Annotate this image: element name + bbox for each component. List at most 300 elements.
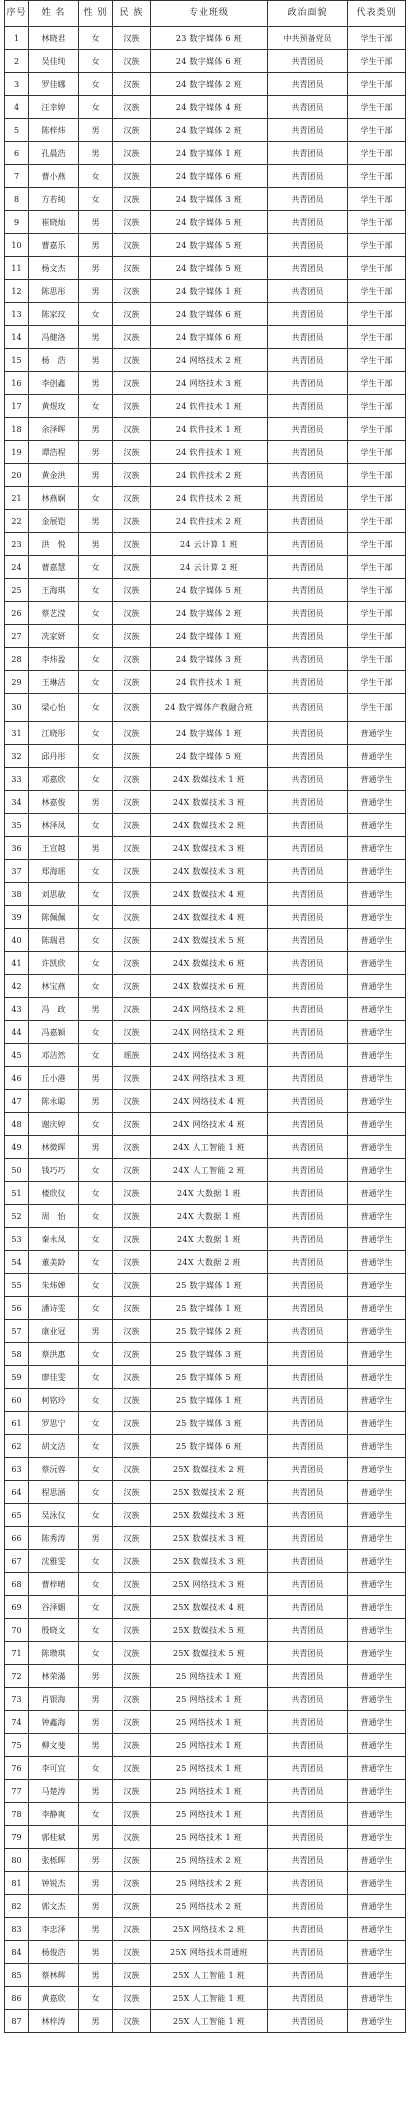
cell-gender: 男 xyxy=(79,441,113,464)
cell-political-status: 共青团员 xyxy=(268,906,348,929)
cell-class: 25X 人工智能 1 班 xyxy=(151,1964,268,1987)
cell-gender: 女 xyxy=(79,1435,113,1458)
table-row xyxy=(5,929,406,952)
cell-gender: 男 xyxy=(79,1918,113,1941)
cell-category: 学生干部 xyxy=(348,27,406,50)
cell-name: 蔡林辉 xyxy=(29,1964,79,1987)
table-row xyxy=(5,1435,406,1458)
table-row xyxy=(5,1205,406,1228)
cell-class: 25X 人工智能 1 班 xyxy=(151,2010,268,2033)
cell-name: 郑海瑶 xyxy=(29,860,79,883)
cell-ethnicity: 汉族 xyxy=(113,1527,151,1550)
cell-name: 刘思敏 xyxy=(29,883,79,906)
cell-name: 冯健洛 xyxy=(29,326,79,349)
cell-name: 汪幸婷 xyxy=(29,96,79,119)
cell-gender: 男 xyxy=(79,533,113,556)
cell-gender: 女 xyxy=(79,1366,113,1389)
cell-ethnicity: 汉族 xyxy=(113,1435,151,1458)
cell-political-status: 共青团员 xyxy=(268,1205,348,1228)
cell-political-status: 共青团员 xyxy=(268,791,348,814)
cell-index: 42 xyxy=(5,975,29,998)
cell-class: 24 网络技术 3 班 xyxy=(151,372,268,395)
cell-political-status: 共青团员 xyxy=(268,1780,348,1803)
header-name: 姓 名 xyxy=(29,1,79,27)
cell-ethnicity: 汉族 xyxy=(113,234,151,257)
cell-gender: 男 xyxy=(79,1964,113,1987)
cell-name: 江晓彤 xyxy=(29,722,79,745)
cell-category: 普通学生 xyxy=(348,883,406,906)
cell-category: 普通学生 xyxy=(348,1527,406,1550)
cell-index: 8 xyxy=(5,188,29,211)
cell-class: 25X 数媒技术 3 班 xyxy=(151,1527,268,1550)
cell-ethnicity: 汉族 xyxy=(113,96,151,119)
cell-index: 59 xyxy=(5,1366,29,1389)
cell-name: 林泽凤 xyxy=(29,814,79,837)
cell-name: 林晓君 xyxy=(29,27,79,50)
cell-political-status: 共青团员 xyxy=(268,441,348,464)
cell-gender: 男 xyxy=(79,418,113,441)
cell-category: 普通学生 xyxy=(348,1964,406,1987)
cell-gender: 女 xyxy=(79,1297,113,1320)
cell-class: 24 数字媒体 1 班 xyxy=(151,280,268,303)
table-row xyxy=(5,860,406,883)
cell-class: 24 数字媒体 1 班 xyxy=(151,142,268,165)
cell-category: 普通学生 xyxy=(348,1389,406,1412)
cell-index: 70 xyxy=(5,1619,29,1642)
cell-gender: 男 xyxy=(79,280,113,303)
cell-category: 普通学生 xyxy=(348,1044,406,1067)
cell-gender: 女 xyxy=(79,395,113,418)
cell-gender: 女 xyxy=(79,1159,113,1182)
cell-ethnicity: 汉族 xyxy=(113,1366,151,1389)
cell-index: 5 xyxy=(5,119,29,142)
cell-gender: 女 xyxy=(79,1274,113,1297)
cell-political-status: 共青团员 xyxy=(268,280,348,303)
cell-index: 29 xyxy=(5,671,29,694)
cell-gender: 男 xyxy=(79,1872,113,1895)
cell-category: 学生干部 xyxy=(348,349,406,372)
cell-index: 77 xyxy=(5,1780,29,1803)
cell-ethnicity: 汉族 xyxy=(113,1343,151,1366)
cell-ethnicity: 汉族 xyxy=(113,50,151,73)
table-row xyxy=(5,1412,406,1435)
cell-political-status: 共青团员 xyxy=(268,1366,348,1389)
cell-name: 陈瓒琪 xyxy=(29,1642,79,1665)
cell-category: 普通学生 xyxy=(348,814,406,837)
table-row xyxy=(5,1320,406,1343)
cell-category: 学生干部 xyxy=(348,165,406,188)
cell-class: 25 数字媒体 2 班 xyxy=(151,1320,268,1343)
cell-ethnicity: 汉族 xyxy=(113,768,151,791)
cell-name: 谭浩程 xyxy=(29,441,79,464)
cell-political-status: 共青团员 xyxy=(268,1159,348,1182)
cell-ethnicity: 汉族 xyxy=(113,1849,151,1872)
cell-ethnicity: 汉族 xyxy=(113,211,151,234)
cell-class: 25 数字媒体 5 班 xyxy=(151,1366,268,1389)
cell-ethnicity: 汉族 xyxy=(113,27,151,50)
cell-index: 26 xyxy=(5,602,29,625)
cell-index: 57 xyxy=(5,1320,29,1343)
cell-name: 郭桂斌 xyxy=(29,1826,79,1849)
cell-gender: 男 xyxy=(79,211,113,234)
cell-class: 24X 大数据 1 班 xyxy=(151,1228,268,1251)
cell-ethnicity: 汉族 xyxy=(113,791,151,814)
cell-category: 普通学生 xyxy=(348,1757,406,1780)
cell-ethnicity: 汉族 xyxy=(113,1504,151,1527)
cell-class: 24X 数媒技术 6 班 xyxy=(151,975,268,998)
cell-name: 柯铭玲 xyxy=(29,1389,79,1412)
cell-ethnicity: 汉族 xyxy=(113,257,151,280)
cell-class: 25 数字媒体 3 班 xyxy=(151,1343,268,1366)
cell-index: 16 xyxy=(5,372,29,395)
cell-political-status: 共青团员 xyxy=(268,952,348,975)
cell-political-status: 共青团员 xyxy=(268,464,348,487)
cell-political-status: 共青团员 xyxy=(268,165,348,188)
cell-ethnicity: 汉族 xyxy=(113,1780,151,1803)
cell-class: 24 数字媒体 1 班 xyxy=(151,722,268,745)
table-row xyxy=(5,1228,406,1251)
cell-name: 廖佳雯 xyxy=(29,1366,79,1389)
cell-name: 杨俊浩 xyxy=(29,1941,79,1964)
cell-gender: 女 xyxy=(79,1481,113,1504)
cell-political-status: 共青团员 xyxy=(268,1803,348,1826)
cell-ethnicity: 汉族 xyxy=(113,1550,151,1573)
cell-name: 曹嘉乐 xyxy=(29,234,79,257)
cell-index: 11 xyxy=(5,257,29,280)
table-row xyxy=(5,326,406,349)
cell-class: 25X 网络技术 2 班 xyxy=(151,1918,268,1941)
cell-gender: 男 xyxy=(79,510,113,533)
cell-category: 学生干部 xyxy=(348,257,406,280)
cell-gender: 女 xyxy=(79,814,113,837)
cell-category: 普通学生 xyxy=(348,1918,406,1941)
cell-class: 25X 数媒技术 2 班 xyxy=(151,1481,268,1504)
cell-political-status: 共青团员 xyxy=(268,768,348,791)
cell-ethnicity: 汉族 xyxy=(113,1481,151,1504)
cell-gender: 女 xyxy=(79,1205,113,1228)
cell-gender: 男 xyxy=(79,1941,113,1964)
table-row xyxy=(5,165,406,188)
cell-political-status: 共青团员 xyxy=(268,602,348,625)
cell-name: 陈思彤 xyxy=(29,280,79,303)
cell-ethnicity: 汉族 xyxy=(113,1458,151,1481)
cell-category: 普通学生 xyxy=(348,1481,406,1504)
table-row xyxy=(5,1044,406,1067)
cell-index: 67 xyxy=(5,1550,29,1573)
cell-ethnicity: 汉族 xyxy=(113,837,151,860)
table-row xyxy=(5,1527,406,1550)
table-row xyxy=(5,791,406,814)
cell-gender: 女 xyxy=(79,1044,113,1067)
cell-ethnicity: 汉族 xyxy=(113,1987,151,2010)
cell-index: 84 xyxy=(5,1941,29,1964)
cell-class: 24 数字媒体 1 班 xyxy=(151,625,268,648)
cell-class: 24 软件技术 2 班 xyxy=(151,487,268,510)
cell-category: 普通学生 xyxy=(348,1550,406,1573)
cell-class: 24X 网络技术 2 班 xyxy=(151,998,268,1021)
table-row xyxy=(5,1849,406,1872)
cell-political-status: 共青团员 xyxy=(268,814,348,837)
cell-gender: 女 xyxy=(79,671,113,694)
cell-index: 39 xyxy=(5,906,29,929)
cell-category: 普通学生 xyxy=(348,998,406,1021)
table-row xyxy=(5,1757,406,1780)
cell-class: 24X 数媒技术 5 班 xyxy=(151,929,268,952)
cell-political-status: 共青团员 xyxy=(268,929,348,952)
cell-name: 李忠泽 xyxy=(29,1918,79,1941)
cell-index: 30 xyxy=(5,694,29,722)
cell-gender: 女 xyxy=(79,96,113,119)
cell-category: 普通学生 xyxy=(348,1297,406,1320)
cell-index: 7 xyxy=(5,165,29,188)
cell-category: 普通学生 xyxy=(348,1895,406,1918)
cell-ethnicity: 汉族 xyxy=(113,2010,151,2033)
cell-political-status: 共青团员 xyxy=(268,1895,348,1918)
cell-ethnicity: 汉族 xyxy=(113,1136,151,1159)
cell-index: 87 xyxy=(5,2010,29,2033)
cell-gender: 女 xyxy=(79,722,113,745)
header-gender: 性 别 xyxy=(79,1,113,27)
cell-ethnicity: 汉族 xyxy=(113,1090,151,1113)
cell-political-status: 共青团员 xyxy=(268,694,348,722)
cell-gender: 女 xyxy=(79,73,113,96)
cell-political-status: 共青团员 xyxy=(268,50,348,73)
cell-gender: 男 xyxy=(79,2010,113,2033)
cell-political-status: 共青团员 xyxy=(268,73,348,96)
cell-political-status: 共青团员 xyxy=(268,487,348,510)
cell-class: 25 数字媒体 1 班 xyxy=(151,1297,268,1320)
cell-gender: 男 xyxy=(79,1826,113,1849)
table-row xyxy=(5,998,406,1021)
cell-class: 25 网络技术 2 班 xyxy=(151,1849,268,1872)
table-row xyxy=(5,1389,406,1412)
cell-ethnicity: 汉族 xyxy=(113,1688,151,1711)
cell-name: 陈秀涛 xyxy=(29,1527,79,1550)
cell-category: 普通学生 xyxy=(348,791,406,814)
cell-ethnicity: 汉族 xyxy=(113,722,151,745)
cell-name: 郭文杰 xyxy=(29,1895,79,1918)
cell-gender: 女 xyxy=(79,768,113,791)
cell-category: 普通学生 xyxy=(348,1688,406,1711)
table-row xyxy=(5,625,406,648)
cell-class: 24X 数媒技术 2 班 xyxy=(151,814,268,837)
cell-name: 李炜盈 xyxy=(29,648,79,671)
cell-name: 冯嘉颖 xyxy=(29,1021,79,1044)
cell-category: 学生干部 xyxy=(348,441,406,464)
cell-name: 蔡沅蓉 xyxy=(29,1458,79,1481)
cell-political-status: 共青团员 xyxy=(268,1734,348,1757)
cell-index: 31 xyxy=(5,722,29,745)
cell-political-status: 共青团员 xyxy=(268,648,348,671)
cell-index: 10 xyxy=(5,234,29,257)
cell-category: 学生干部 xyxy=(348,188,406,211)
cell-ethnicity: 汉族 xyxy=(113,860,151,883)
cell-political-status: 共青团员 xyxy=(268,211,348,234)
cell-category: 学生干部 xyxy=(348,510,406,533)
cell-category: 学生干部 xyxy=(348,464,406,487)
cell-index: 28 xyxy=(5,648,29,671)
cell-gender: 女 xyxy=(79,27,113,50)
cell-category: 普通学生 xyxy=(348,1021,406,1044)
cell-ethnicity: 汉族 xyxy=(113,1573,151,1596)
cell-class: 25 网络技术 1 班 xyxy=(151,1826,268,1849)
cell-index: 62 xyxy=(5,1435,29,1458)
cell-index: 60 xyxy=(5,1389,29,1412)
cell-ethnicity: 汉族 xyxy=(113,1297,151,1320)
cell-class: 25 网络技术 1 班 xyxy=(151,1780,268,1803)
table-row xyxy=(5,211,406,234)
cell-political-status: 共青团员 xyxy=(268,745,348,768)
cell-class: 24X 数媒技术 6 班 xyxy=(151,952,268,975)
table-row xyxy=(5,906,406,929)
table-row xyxy=(5,96,406,119)
cell-index: 50 xyxy=(5,1159,29,1182)
cell-political-status: 共青团员 xyxy=(268,418,348,441)
table-row xyxy=(5,119,406,142)
cell-class: 25 网络技术 1 班 xyxy=(151,1757,268,1780)
cell-political-status: 共青团员 xyxy=(268,860,348,883)
cell-category: 学生干部 xyxy=(348,395,406,418)
cell-index: 14 xyxy=(5,326,29,349)
cell-gender: 男 xyxy=(79,1527,113,1550)
cell-class: 25X 数媒技术 5 班 xyxy=(151,1619,268,1642)
cell-index: 51 xyxy=(5,1182,29,1205)
cell-gender: 男 xyxy=(79,326,113,349)
cell-gender: 女 xyxy=(79,648,113,671)
cell-name: 殷晓文 xyxy=(29,1619,79,1642)
cell-category: 学生干部 xyxy=(348,602,406,625)
cell-index: 53 xyxy=(5,1228,29,1251)
cell-class: 25X 数媒技术 3 班 xyxy=(151,1550,268,1573)
cell-index: 17 xyxy=(5,395,29,418)
cell-index: 64 xyxy=(5,1481,29,1504)
table-row xyxy=(5,533,406,556)
cell-political-status: 共青团员 xyxy=(268,533,348,556)
cell-class: 24X 大数据 2 班 xyxy=(151,1251,268,1274)
cell-name: 王琳洁 xyxy=(29,671,79,694)
cell-class: 24 数字媒体产教融合班 xyxy=(151,694,268,722)
table-row xyxy=(5,975,406,998)
table-row xyxy=(5,234,406,257)
cell-political-status: 共青团员 xyxy=(268,1504,348,1527)
cell-gender: 男 xyxy=(79,1067,113,1090)
cell-class: 24X 网络技术 3 班 xyxy=(151,1044,268,1067)
cell-category: 普通学生 xyxy=(348,1159,406,1182)
cell-name: 董美龄 xyxy=(29,1251,79,1274)
table-row xyxy=(5,768,406,791)
cell-political-status: 共青团员 xyxy=(268,1711,348,1734)
cell-name: 谷泽媚 xyxy=(29,1596,79,1619)
cell-political-status: 共青团员 xyxy=(268,556,348,579)
cell-name: 林微晖 xyxy=(29,1136,79,1159)
cell-name: 梁心怡 xyxy=(29,694,79,722)
cell-gender: 女 xyxy=(79,929,113,952)
cell-index: 23 xyxy=(5,533,29,556)
cell-index: 81 xyxy=(5,1872,29,1895)
cell-ethnicity: 瑶族 xyxy=(113,1044,151,1067)
cell-gender: 男 xyxy=(79,234,113,257)
cell-index: 41 xyxy=(5,952,29,975)
cell-name: 邱丹彤 xyxy=(29,745,79,768)
cell-index: 9 xyxy=(5,211,29,234)
cell-name: 洪 悦 xyxy=(29,533,79,556)
table-row xyxy=(5,1136,406,1159)
cell-name: 秦永凤 xyxy=(29,1228,79,1251)
cell-name: 陈永聪 xyxy=(29,1090,79,1113)
cell-political-status: 共青团员 xyxy=(268,1619,348,1642)
cell-name: 方若純 xyxy=(29,188,79,211)
cell-index: 44 xyxy=(5,1021,29,1044)
cell-ethnicity: 汉族 xyxy=(113,1734,151,1757)
cell-gender: 女 xyxy=(79,50,113,73)
cell-political-status: 共青团员 xyxy=(268,1320,348,1343)
cell-class: 24 数字媒体 6 班 xyxy=(151,326,268,349)
table-row xyxy=(5,1987,406,2010)
cell-name: 陈家玟 xyxy=(29,303,79,326)
cell-class: 24 数字媒体 6 班 xyxy=(151,165,268,188)
cell-index: 20 xyxy=(5,464,29,487)
cell-ethnicity: 汉族 xyxy=(113,745,151,768)
cell-gender: 女 xyxy=(79,1228,113,1251)
cell-name: 邓洁然 xyxy=(29,1044,79,1067)
cell-gender: 男 xyxy=(79,372,113,395)
cell-index: 83 xyxy=(5,1918,29,1941)
cell-gender: 女 xyxy=(79,1389,113,1412)
cell-class: 25X 人工智能 1 班 xyxy=(151,1987,268,2010)
cell-ethnicity: 汉族 xyxy=(113,1389,151,1412)
cell-category: 学生干部 xyxy=(348,50,406,73)
cell-ethnicity: 汉族 xyxy=(113,1021,151,1044)
cell-gender: 女 xyxy=(79,860,113,883)
cell-index: 69 xyxy=(5,1596,29,1619)
cell-ethnicity: 汉族 xyxy=(113,119,151,142)
cell-gender: 女 xyxy=(79,1619,113,1642)
cell-class: 24X 数媒技术 3 班 xyxy=(151,860,268,883)
table-row xyxy=(5,1918,406,1941)
cell-class: 24X 人工智能 2 班 xyxy=(151,1159,268,1182)
cell-category: 学生干部 xyxy=(348,556,406,579)
cell-category: 学生干部 xyxy=(348,487,406,510)
cell-name: 谢庆婷 xyxy=(29,1113,79,1136)
cell-name: 李可宜 xyxy=(29,1757,79,1780)
cell-political-status: 共青团员 xyxy=(268,625,348,648)
cell-index: 12 xyxy=(5,280,29,303)
cell-index: 3 xyxy=(5,73,29,96)
cell-gender: 女 xyxy=(79,556,113,579)
cell-gender: 女 xyxy=(79,1458,113,1481)
table-row xyxy=(5,1251,406,1274)
cell-political-status: 共青团员 xyxy=(268,1458,348,1481)
cell-name: 李创鑫 xyxy=(29,372,79,395)
cell-political-status: 共青团员 xyxy=(268,1389,348,1412)
cell-class: 24 网络技术 2 班 xyxy=(151,349,268,372)
cell-name: 杨文杰 xyxy=(29,257,79,280)
cell-name: 曹嘉慧 xyxy=(29,556,79,579)
cell-ethnicity: 汉族 xyxy=(113,1596,151,1619)
cell-ethnicity: 汉族 xyxy=(113,1113,151,1136)
cell-gender: 女 xyxy=(79,165,113,188)
cell-class: 24X 数媒技术 4 班 xyxy=(151,883,268,906)
cell-category: 普通学生 xyxy=(348,1067,406,1090)
cell-class: 25X 数媒技术 5 班 xyxy=(151,1642,268,1665)
cell-gender: 女 xyxy=(79,1021,113,1044)
cell-ethnicity: 汉族 xyxy=(113,952,151,975)
cell-ethnicity: 汉族 xyxy=(113,487,151,510)
cell-category: 普通学生 xyxy=(348,1228,406,1251)
cell-index: 47 xyxy=(5,1090,29,1113)
cell-index: 68 xyxy=(5,1573,29,1596)
cell-index: 19 xyxy=(5,441,29,464)
